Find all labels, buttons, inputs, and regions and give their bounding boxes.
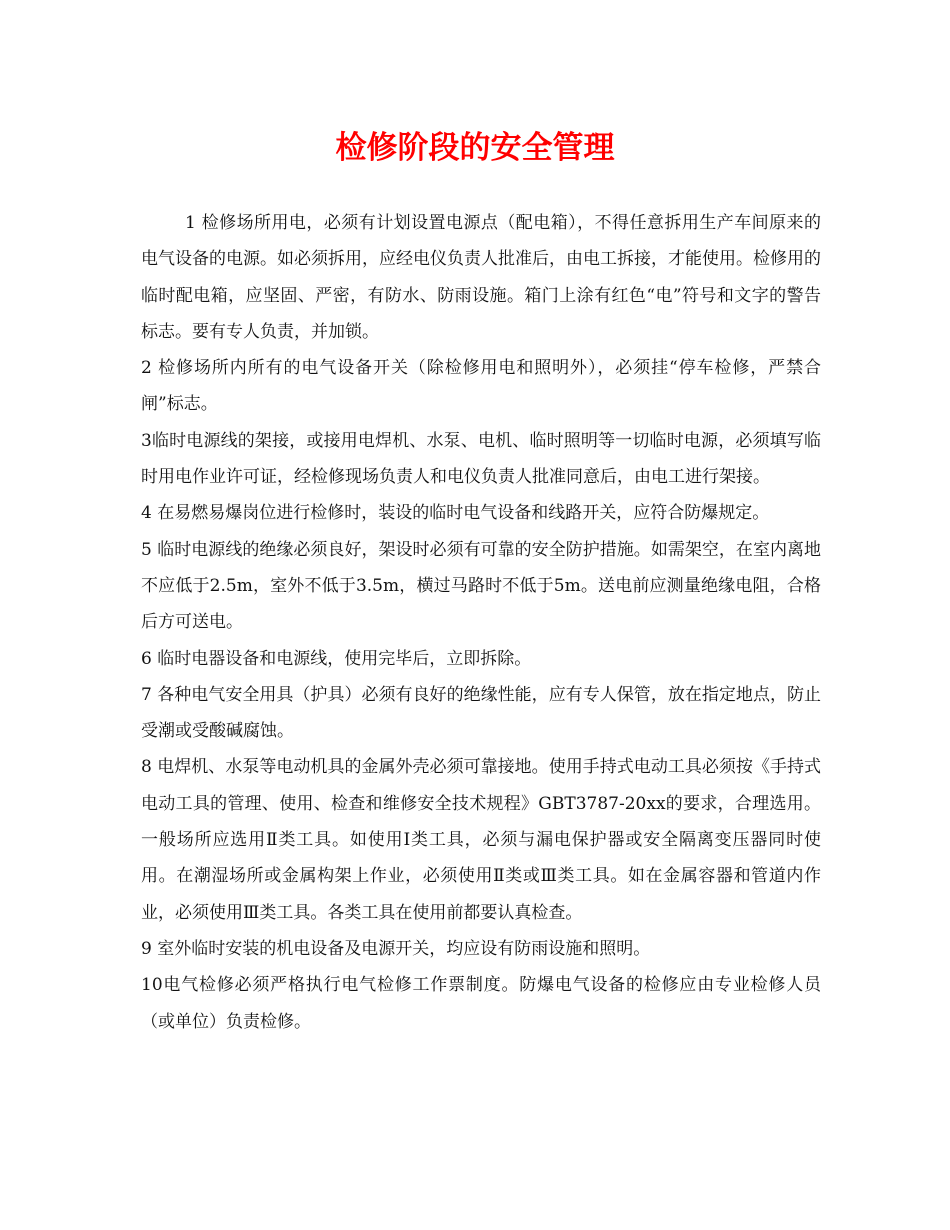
paragraph-7: 7 各种电气安全用具（护具）必须有良好的绝缘性能，应有专人保管，放在指定地点，防止受潮或受酸碱腐蚀。 <box>141 684 821 742</box>
paragraph-6: 6 临时电器设备和电源线，使用完毕后，立即拆除。 <box>141 648 532 669</box>
paragraph-2: 2 检修场所内所有的电气设备开关（除检修用电和照明外），必须挂“停车检修，严禁合闸”标志。 <box>141 358 821 415</box>
document-body <box>141 205 821 1040</box>
paragraph-5: 5 临时电源线的绝缘必须良好，架设时必须有可靠的安全防护措施。如需架空，在室内离地不应低于2.5m，室外不低于3.5m，横过马路时不低于5m。送电前应测量绝缘电阻，合格后方可送电。 <box>141 539 821 633</box>
paragraph-9: 9 室外临时安装的机电设备及电源开关，均应设有防雨设施和照明。 <box>141 938 651 959</box>
paragraph-4: 4 在易燃易爆岗位进行检修时，装设的临时电气设备和线路开关，应符合防爆规定。 <box>141 503 770 524</box>
paragraph-3: 3临时电源线的架接，或接用电焊机、水泵、电机、临时照明等一切临时电源，必须填写临时用电作业许可证，经检修现场负责人和电仪负责人批准同意后，由电工进行架接。 <box>141 430 821 488</box>
document-title: 检修阶段的安全管理 <box>335 130 615 166</box>
paragraph-10: 10电气检修必须严格执行电气检修工作票制度。防爆电气设备的检修应由专业检修人员（或单位）负责检修。 <box>141 975 821 1032</box>
paragraph-8: 8 电焊机、水泵等电动机具的金属外壳必须可靠接地。使用手持式电动工具必须按《手持式电动工具的管理、使用、检查和维修安全技术规程》GBT3787-20xx的要求，合理选用。一般场所应选用Ⅱ类工具。如使用Ⅰ类工具，必须与漏电保护器或安全隔离变压器同时使用。在潮湿场所或金属构架上作业，必须使用Ⅱ类或Ⅲ类工具。如在金属容器和管道内作业，必须使用Ⅲ类工具。各类工具在使用前都要认真检查。 <box>141 757 821 923</box>
paragraph-1: 1 检修场所用电，必须有计划设置电源点（配电箱），不得任意拆用生产车间原来的电气设备的电源。如必须拆用，应经电仪负责人批准后，由电工拆接，才能使用。检修用的临时配电箱，应坚固、严密，有防水、防雨设施。箱门上涂有红色“电”符号和文字的警告标志。要有专人负责，并加锁。 <box>141 213 821 342</box>
